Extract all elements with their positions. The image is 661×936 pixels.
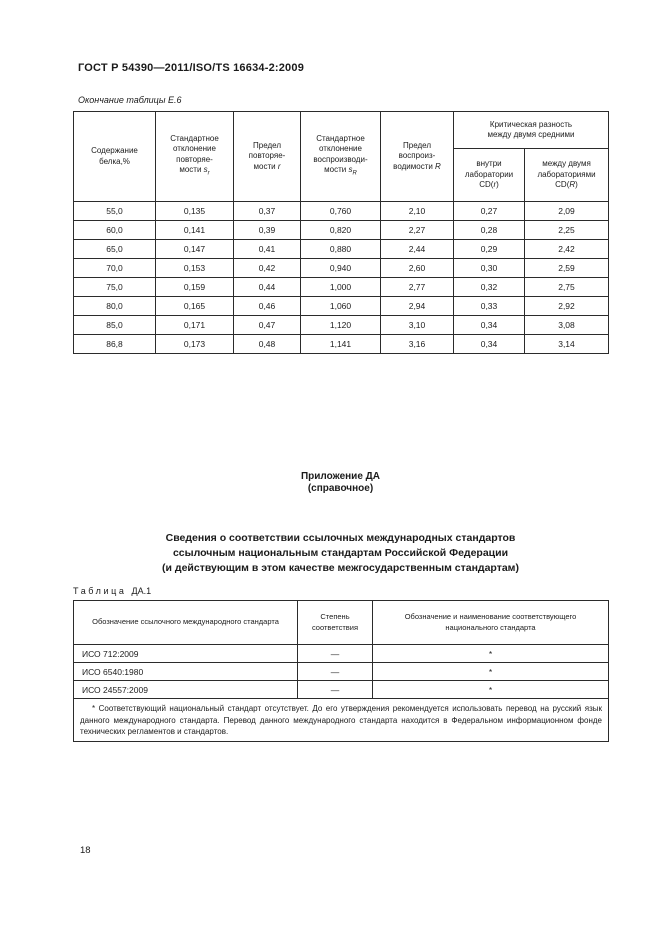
table-row [74, 335, 609, 354]
table-row [74, 240, 609, 259]
table-row [74, 316, 609, 335]
table-cell: 0,147 [156, 240, 234, 259]
table-cell: * [373, 645, 609, 663]
appendix-title: Сведения о соответствии ссылочных международных стандартов ссылочным национальным стандартам Российской Федерации (и действующим в этом качестве межгосударственным стандартам) [162, 532, 519, 574]
table-cell: 0,820 [301, 221, 381, 240]
table-da1-body [74, 645, 609, 699]
table-cell: 2,09 [525, 202, 609, 221]
table-cell: 0,44 [234, 278, 301, 297]
table-row [74, 202, 609, 221]
table-cell: 2,75 [525, 278, 609, 297]
table-cell: 2,94 [381, 297, 454, 316]
table-e6-body [74, 202, 609, 354]
table-cell: 0,880 [301, 240, 381, 259]
table-cell: 0,159 [156, 278, 234, 297]
table-cell: 0,173 [156, 335, 234, 354]
table-row [74, 297, 609, 316]
table-cell: 3,10 [381, 316, 454, 335]
appendix-label: Приложение ДА [300, 471, 381, 482]
table-cell: 0,27 [454, 202, 525, 221]
table-row [74, 681, 609, 699]
table-cell: ИСО 6540:1980 [74, 663, 298, 681]
sd-reproducibility-header: Стандартное отклонение воспроизводи- мости $s_R$ [301, 112, 381, 202]
sd-repeatability-header: Стандартное отклонение повторяе- мости $s_r$ [156, 112, 234, 202]
table-cell: 55,0 [74, 202, 156, 221]
table-cell: 2,92 [525, 297, 609, 316]
footnote-text: * Соответствующий национальный стандарт отсутствует. До его утверждения рекомендуется использовать перевод на русский язык данного международного стандарта. Перевод данного международного стандарта находится в Федеральном информационном фонде технических регламентов и стандартов. [80, 704, 602, 736]
table-cell: 3,14 [525, 335, 609, 354]
table-cell: 0,30 [454, 259, 525, 278]
table-cell: 3,08 [525, 316, 609, 335]
table-cell: 85,0 [74, 316, 156, 335]
table-da1 [73, 600, 609, 742]
table-row [74, 221, 609, 240]
table-cell: 2,59 [525, 259, 609, 278]
reproducibility-limit-header: Предел воспроиз- водимости R [381, 112, 454, 202]
table-cell: * [373, 681, 609, 699]
table-cell: 0,153 [156, 259, 234, 278]
table-cell: 0,47 [234, 316, 301, 335]
appendix-type: (справочное) [307, 483, 374, 494]
footnote-cell [74, 699, 609, 742]
table-cell: — [298, 681, 373, 699]
table-cell: 3,16 [381, 335, 454, 354]
table-row [74, 645, 609, 663]
table-cell: 2,44 [381, 240, 454, 259]
table-cell: — [298, 663, 373, 681]
table-cell: 2,77 [381, 278, 454, 297]
table-cell: ИСО 24557:2009 [74, 681, 298, 699]
table-cell: 2,25 [525, 221, 609, 240]
table-cell: 0,39 [234, 221, 301, 240]
table-row [74, 663, 609, 681]
table-cell: 0,171 [156, 316, 234, 335]
table-cell: 0,29 [454, 240, 525, 259]
table-cell: 0,34 [454, 335, 525, 354]
table-cell: 0,135 [156, 202, 234, 221]
table-cell: 2,10 [381, 202, 454, 221]
table-cell: 75,0 [74, 278, 156, 297]
table-cell: 86,8 [74, 335, 156, 354]
table-cell: 80,0 [74, 297, 156, 316]
repeatability-limit-header: Предел повторяе- мости r [234, 112, 301, 202]
table-cell: — [298, 645, 373, 663]
table-cell: 1,060 [301, 297, 381, 316]
table-cell: 0,165 [156, 297, 234, 316]
table-cell: 0,141 [156, 221, 234, 240]
table-cell: 0,32 [454, 278, 525, 297]
table-cell: 65,0 [74, 240, 156, 259]
protein-content-header: Содержание белка,% [74, 112, 156, 202]
table-cell: 70,0 [74, 259, 156, 278]
table-e6-caption: Окончание таблицы Е.6 [78, 95, 182, 105]
table-cell: 1,000 [301, 278, 381, 297]
table-cell: 0,33 [454, 297, 525, 316]
table-cell: 0,940 [301, 259, 381, 278]
table-e6 [73, 111, 609, 354]
table-cell: 0,760 [301, 202, 381, 221]
table-cell: 2,60 [381, 259, 454, 278]
table-cell: 0,28 [454, 221, 525, 240]
table-da1-label: Таблица ДА.1 [73, 586, 152, 596]
table-cell: 60,0 [74, 221, 156, 240]
appendix-heading [73, 471, 608, 495]
table-cell: 0,37 [234, 202, 301, 221]
conformity-degree-header: Степень соответствия [298, 601, 373, 645]
table-cell: 1,141 [301, 335, 381, 354]
table-cell: 0,46 [234, 297, 301, 316]
table-cell: 2,42 [525, 240, 609, 259]
within-lab-header: внутри лаборатории CD(r) [454, 149, 525, 202]
between-labs-header: между двумя лабораториями CD(R) [525, 149, 609, 202]
table-row [74, 259, 609, 278]
table-cell: 0,42 [234, 259, 301, 278]
table-cell: 0,34 [454, 316, 525, 335]
table-cell: 2,27 [381, 221, 454, 240]
table-cell: 0,48 [234, 335, 301, 354]
national-standard-header: Обозначение и наименование соответствующего национального стандарта [373, 601, 609, 645]
table-cell: * [373, 663, 609, 681]
table-row [74, 278, 609, 297]
critical-difference-header: Критическая разность между двумя средними [454, 112, 609, 149]
table-cell: ИСО 712:2009 [74, 645, 298, 663]
page-number: 18 [80, 845, 91, 856]
intl-standard-header: Обозначение ссылочного международного стандарта [74, 601, 298, 645]
document-header: ГОСТ Р 54390—2011/ISO/TS 16634-2:2009 [78, 62, 305, 74]
table-cell: 0,41 [234, 240, 301, 259]
table-cell: 1,120 [301, 316, 381, 335]
